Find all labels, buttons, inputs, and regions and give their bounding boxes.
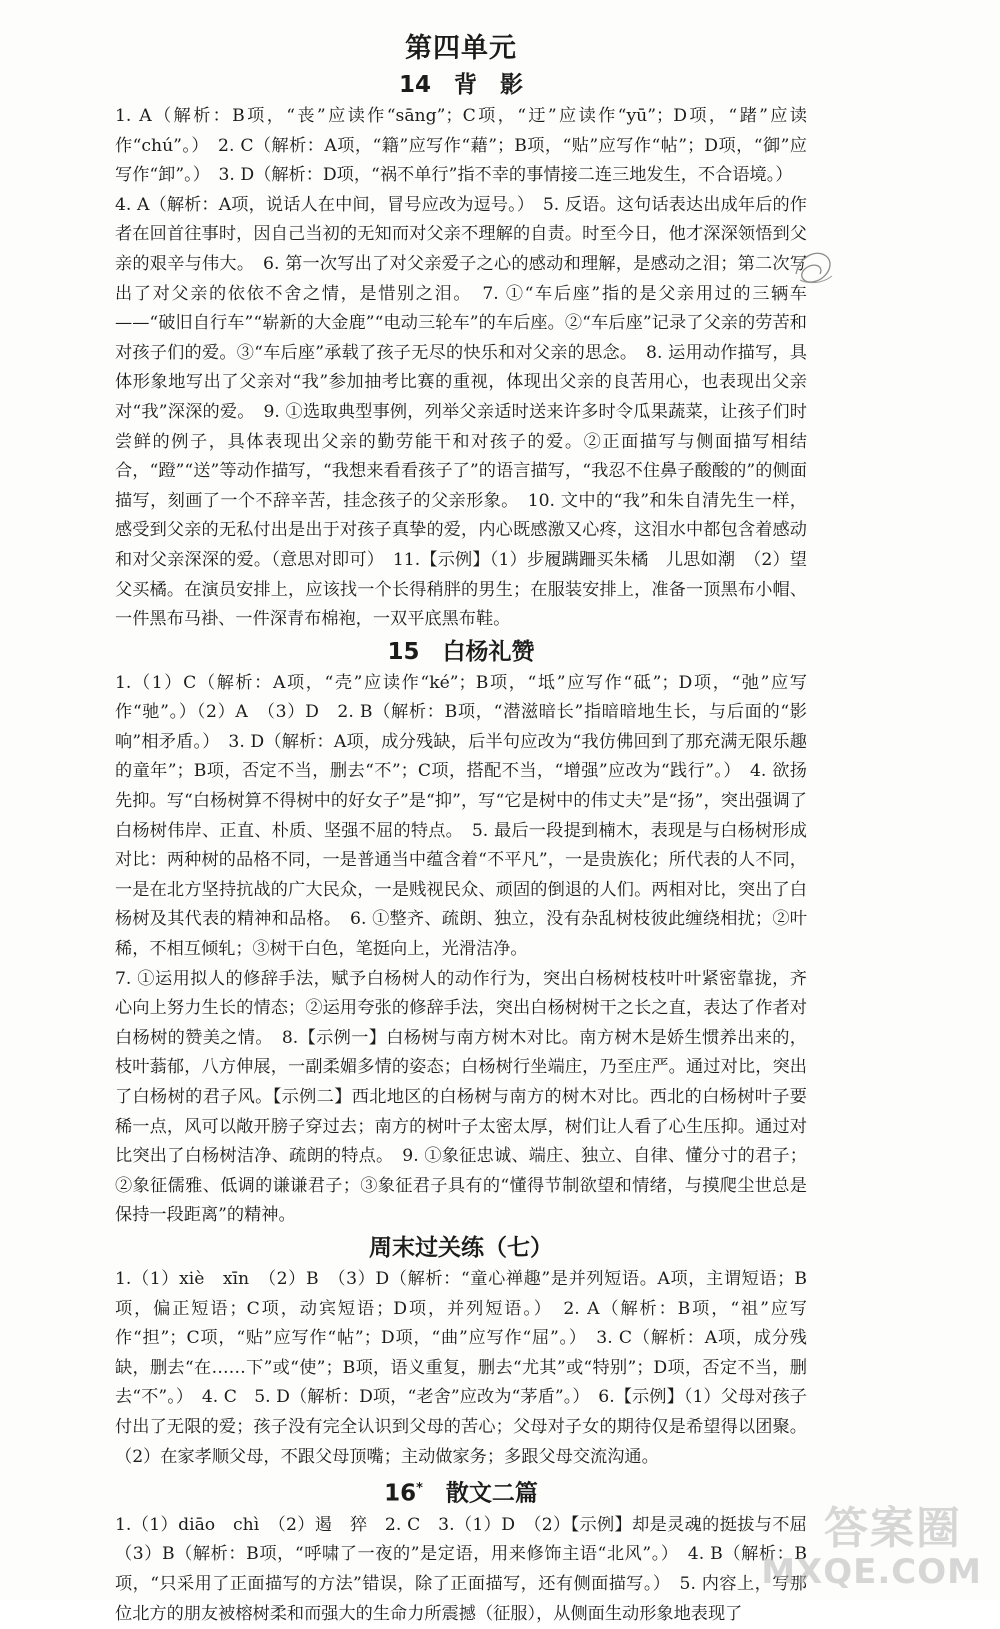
pencil-scribble-mark <box>790 244 836 288</box>
weekend-practice-paragraph: 1.（1）xiè xīn （2）B （3）D（解析：“童心禅趣”是并列短语。A项，主谓短语；B项，偏正短语；C项，动宾短语；D项，并列短语。） 2. A（解析：B项，“祖”应写作“担”；C项，“贴”应写作“帖”；D项，“曲”应写作“屈”。） 3. C（解析：A项，成分残缺，删去“在……下”或“使”；B项，语义重复，删去“尤其”或“特别”；D项，否定不当，删去“不”。） 4. C 5. D（解析：D项，“老舍”应改为“茅盾”。） 6.【示例】（1）父母对孩子付出了无限的爱；孩子没有完全认识到父母的苦心；父母对子女的期待仅是希望得以团聚。（2）在家孝顺父母，不跟父母顶嘴；主动做家务；多跟父母交流沟通。 <box>115 1268 807 1467</box>
section-16-name: 散文二篇 <box>422 1480 538 1507</box>
section-15-paragraph-2: 7. ①运用拟人的修辞手法，赋予白杨树人的动作行为，突出白杨树枝枝叶叶紧密靠拢，齐心向上努力生长的情态；②运用夸张的修辞手法，突出白杨树树干之长之直，表达了作者对白杨树的赞美之情。 8.【示例一】白杨树与南方树木对比。南方树木是娇生惯养出来的，枝叶蓊郁，八方伸展，一副柔媚多情的姿态；白杨树行坐端庄，乃至庄严。通过对比，突出了白杨树的君子风。【示例二】西北地区的白杨树与南方的树木对比。西北的白杨树叶子要稀一点，风可以敞开膀子穿过去；南方的树叶子太密太厚，树们让人看了心生压抑。通过对比突出了白杨树洁净、疏朗的特点。 9. ①象征忠诚、端庄、独立、自律、懂分寸的君子；②象征儒雅、低调的谦谦君子；③象征君子具有的“懂得节制欲望和情绪，与摸爬尘世总是保持一段距离”的精神。 <box>115 968 807 1226</box>
section-16-optional-mark: * <box>416 1481 423 1497</box>
watermark-text: 答案圈 <box>824 1503 962 1554</box>
watermark-logo <box>762 1492 982 1592</box>
section-title-15: 15 白杨礼赞 <box>387 638 535 665</box>
section-15-paragraph-1: 1.（1）C（解析：A项，“壳”应读作“ké”；B项，“坻”应写作“砥”；D项，“弛”应写作“驰”。）（2）A （3）D 2. B（解析：B项，“潜滋暗长”指暗暗地生长，与后面的“影响”相矛盾。） 3. D（解析：A项，成分残缺，后半句应改为“我仿佛回到了那充满无限乐趣的童年”；B项，否定不当，删去“不”；C项，搭配不当，“增强”应改为“践行”。） 4. 欲扬先抑。写“白杨树算不得树中的好女子”是“抑”，写“它是树中的伟丈夫”是“扬”，突出强调了白杨树伟岸、正直、朴质、坚强不屈的特点。 5. 最后一段提到楠木，表现是与白杨树形成对比：两种树的品格不同，一是普通当中蕴含着“不平凡”，一是贵族化；所代表的人不同，一是在北方坚持抗战的广大民众，一是贱视民众、顽固的倒退的人们。两相对比，突出了白杨树及其代表的精神和品格。 6. ①整齐、疏朗、独立，没有杂乱树枝彼此缠绕相扰；②叶稀，不相互倾轧；③树干白色，笔挺向上，光滑洁净。 <box>115 672 807 960</box>
section-14-paragraph-1: 1. A（解析：B项，“丧”应读作“sāng”；C项，“迂”应读作“yū”；D项，“踷”应读作“chú”。） 2. C（解析：A项，“籍”应写作“藉”；B项，“贴”应写作“帖”；D项，“御”应写作“卸”。） 3. D（解析：D项，“祸不单行”指不幸的事情接二连三地发生，不合语境。） <box>115 106 807 186</box>
section-14-paragraph-2: 4. A（解析：A项，说话人在中间，冒号应改为逗号。） 5. 反语。这句话表达出成年后的作者在回首往事时，因自己当初的无知而对父亲不理解的自责。时至今日，他才深深领悟到父亲的艰辛与伟大。 6. 第一次写出了对父亲爱子之心的感动和理解，是感动之泪；第二次写出了对父亲的依依不舍之情，是惜别之泪。 7. ①“车后座”指的是父亲用过的三辆车——“破旧自行车”“崭新的大金鹿”“电动三轮车”的车后座。②“车后座”记录了父亲的劳苦和对孩子们的爱。③“车后座”承载了孩子无尽的快乐和对父亲的思念。 8. 运用动作描写，具体形象地写出了父亲对“我”参加抽考比赛的重视，体现出父亲的良苦用心，也表现出父亲对“我”深深的爱。 9. ①选取典型事例，列举父亲适时送来许多时令瓜果蔬菜，让孩子们时尝鲜的例子，具体表现出父亲的勤劳能干和对孩子的爱。②正面描写与侧面描写相结合，“蹬”“送”等动作描写，“我想来看看孩子了”的语言描写，“我忍不住鼻子酸酸的”的侧面描写，刻画了一个不辞辛苦，挂念孩子的父亲形象。 10. 文中的“我”和朱自清先生一样，感受到父亲的无私付出是出于对孩子真挚的爱，内心既感激又心疼，这泪水中都包含着感动和对父亲深深的爱。（意思对即可） 11.【示例】（1）步履蹒跚买朱橘 儿思如潮 （2）望父买橘。在演员安排上，应该找一个长得稍胖的男生；在服装安排上，准备一顶黑布小帽、一件黑布马褂、一件深青布棉袍，一双平底黑布鞋。 <box>115 194 807 630</box>
section-title-16 <box>115 1472 807 1511</box>
section-16-number: 16 <box>384 1480 417 1507</box>
section-title-14: 14 背 影 <box>398 72 523 98</box>
answer-content <box>115 32 825 1629</box>
watermark-domain: MXQE.COM <box>761 1552 982 1592</box>
section-title-weekend-practice: 周末过关练（七） <box>369 1234 553 1261</box>
section-16-paragraph: 1.（1）diāo chì （2）遏 猝 2. C 3.（1）D （2）【示例】却是灵魂的挺拔与不屈 （3）B（解析：B项，“呼啸了一夜的”是定语，用来修饰主语“北风”。） 4. B（解析：B项，“只采用了正面描写的方法”错误，除了正面描写，还有侧面描写。） 5. 内容上，写那位北方的朋友被榕树柔和而强大的生命力所震撼（征服），从侧面生动形象地表现了 <box>115 1514 825 1624</box>
unit-title: 第四单元 <box>405 33 517 64</box>
